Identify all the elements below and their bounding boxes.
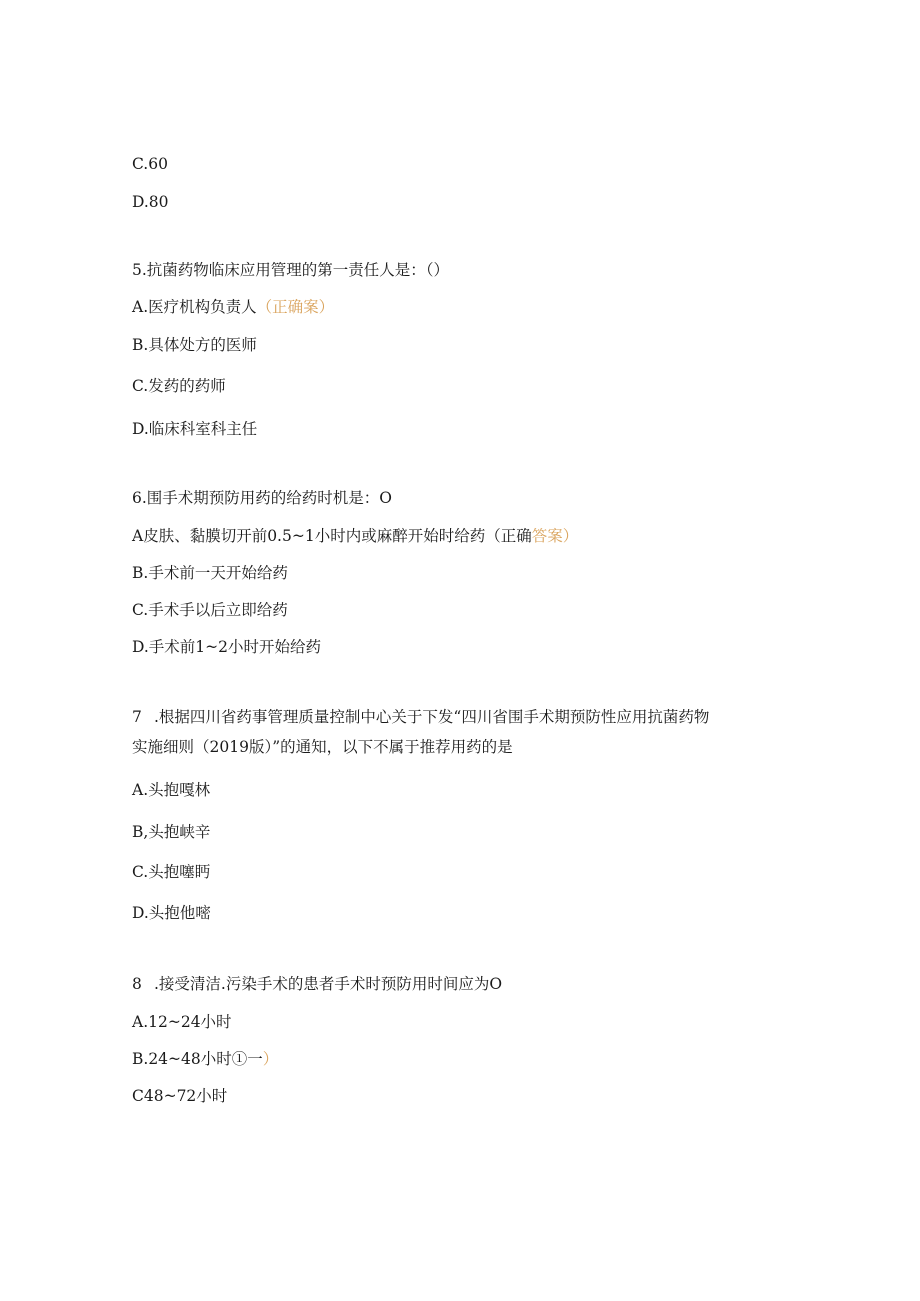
q5-answer-mark: （正确案）: [256, 298, 335, 316]
q6-option-b: B.手术前一天开始给药: [132, 564, 288, 582]
q7-option-d: D.头抱他嘧: [132, 904, 211, 922]
q8-number: 8: [132, 975, 142, 993]
q7-option-a: A.头抱嘎林: [132, 781, 211, 799]
q4-option-d: D.80: [132, 193, 169, 211]
q7-option-b: B,头抱峡辛: [132, 823, 211, 841]
q6-answer-mark: 答案）: [531, 527, 579, 545]
q8-stem-text: .接受清洁.污染手术的患者手术时预防用时间应为O: [154, 975, 503, 993]
q5-stem: 5.抗菌药物临床应用管理的第一责任人是：（）: [132, 261, 450, 279]
q7-stem-line2: 实施细则（2019版）”的通知，以下不属于推荐用药的是: [132, 738, 513, 756]
q6-stem: 6.围手术期预防用药的给药时机是：O: [132, 489, 392, 507]
q6-option-a-text: A皮肤、黏膜切开前0.5~1小时内或麻醉开始时给药（正确: [132, 527, 532, 545]
q7-option-c: C.头抱噻眄: [132, 863, 211, 881]
q8-option-b-text: B.24~48小时①一: [132, 1050, 263, 1068]
q6-option-c: C.手术手以后立即给药: [132, 601, 288, 619]
q4-option-c: C.60: [132, 155, 168, 173]
q5-option-a: [132, 297, 334, 317]
q8-option-c: C48~72小时: [132, 1087, 228, 1105]
q8-option-b: [132, 1049, 278, 1069]
q8-answer-mark: ）: [262, 1050, 279, 1068]
q7-number: 7: [132, 708, 142, 726]
q6-option-d: D.手术前1~2小时开始给药: [132, 638, 322, 656]
q5-option-a-text: A.医疗机构负责人: [132, 298, 257, 316]
q5-option-d: D.临床科室科主任: [132, 420, 258, 438]
q7-stem-text: .根据四川省药事管理质量控制中心关于下发“四川省围手术期预防性应用抗菌药物: [154, 708, 710, 726]
q6-option-a: [132, 526, 578, 546]
q5-option-c: C.发药的药师: [132, 377, 226, 395]
q8-option-a: A.12~24小时: [132, 1013, 232, 1031]
q7-stem-line1: [132, 707, 709, 727]
q8-stem: [132, 974, 502, 994]
q5-option-b: B.具体处方的医师: [132, 336, 257, 354]
